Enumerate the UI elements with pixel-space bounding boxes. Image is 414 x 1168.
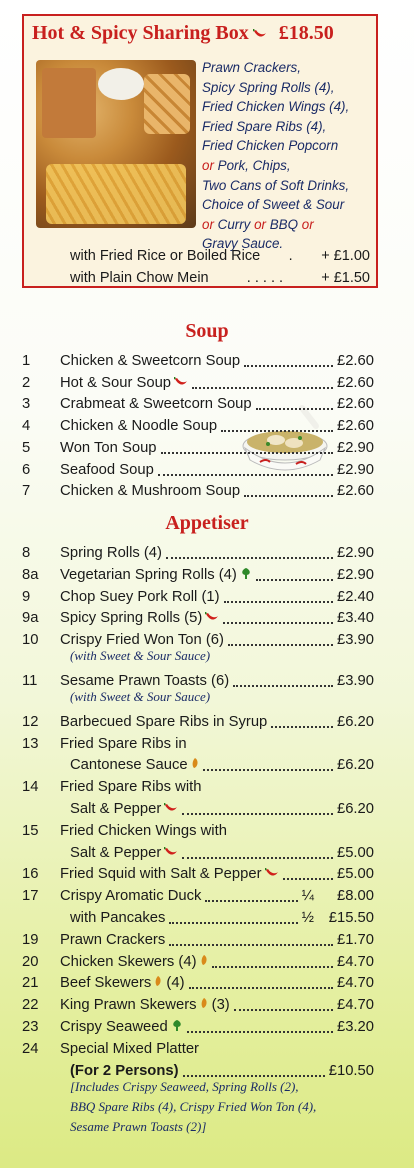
sharing-box-price: £18.50 (278, 22, 334, 44)
item-name: Chicken & Noodle Soup (60, 418, 218, 435)
description-line (202, 176, 380, 196)
menu-item-row (0, 885, 380, 907)
pepper-icon (200, 994, 208, 1016)
item-name: Fried Spare Ribs with (60, 779, 202, 796)
item-name: Crabmeat & Sweetcorn Soup (60, 396, 252, 413)
item-price: £4.70 (336, 975, 374, 992)
leader-dots (189, 987, 333, 989)
menu-item-row (0, 842, 380, 864)
item-number: 2 (22, 374, 31, 391)
chow-mein-extra-label: with Plain Chow Mein (70, 270, 209, 286)
item-price: £2.40 (336, 588, 374, 605)
item-price: £3.40 (336, 610, 374, 627)
item-name: Seafood Soup (60, 461, 154, 478)
item-name: Chop Suey Pork Roll (1) (60, 588, 220, 605)
description-text: Pork, Chips, (213, 157, 291, 173)
item-name: Special Mixed Platter (60, 1040, 199, 1057)
leader-dots (182, 813, 333, 815)
item-name: Barbecued Spare Ribs in Syrup (60, 713, 268, 730)
menu-item-row (0, 372, 380, 394)
item-name: Vegetarian Spring Rolls (4) (60, 564, 252, 586)
item-price: £2.90 (336, 566, 374, 583)
item-name-continued: (For 2 Persons) (70, 1062, 179, 1079)
leaf-icon (171, 1016, 183, 1038)
menu-item-row (0, 393, 380, 415)
item-name: Chicken & Sweetcorn Soup (60, 353, 241, 369)
item-price: £15.50 (328, 910, 374, 926)
item-number: 3 (22, 396, 31, 413)
item-price: £5.00 (336, 866, 374, 883)
item-name-suffix: (4) (162, 975, 185, 992)
item-name-suffix: (3) (207, 997, 230, 1014)
item-price: £3.90 (336, 632, 374, 649)
menu-item-row (0, 1038, 380, 1060)
description-text: Curry (213, 216, 255, 232)
item-name: Crispy Fried Won Ton (6) (60, 632, 224, 649)
leader-dots (244, 495, 333, 497)
menu-item-row (0, 754, 380, 776)
chili-icon (174, 372, 188, 394)
item-price: £4.70 (336, 953, 374, 970)
description-line (202, 215, 380, 235)
chow-mein-extra-dots: . . . . . (246, 270, 284, 286)
item-note: Sesame Prawn Toasts (2)] (70, 1119, 207, 1135)
menu-item-row (0, 863, 380, 885)
item-name-continued: Salt & Pepper (70, 798, 178, 820)
sharing-box-description (202, 58, 380, 254)
leader-dots (223, 622, 333, 624)
menu-item-row (0, 350, 380, 372)
description-text: BBQ (266, 216, 302, 232)
item-name: Prawn Crackers (60, 931, 166, 948)
item-name: Beef Skewers (4) (60, 972, 185, 994)
item-price: £5.00 (336, 844, 374, 861)
item-number: 4 (22, 418, 31, 435)
menu-item-row (0, 542, 380, 564)
menu-item-row (0, 586, 380, 608)
item-portion: ½ (301, 910, 314, 926)
sharing-box (22, 14, 378, 288)
leader-dots (192, 387, 333, 389)
item-number: 15 (22, 822, 39, 839)
chow-mein-extra-price: + £1.50 (321, 270, 370, 286)
leader-dots (228, 644, 333, 646)
menu-item-row (0, 994, 380, 1016)
description-line (202, 97, 380, 117)
item-price: £2.60 (336, 483, 374, 500)
leader-dots (182, 857, 333, 859)
menu-item-row (0, 776, 380, 798)
rice-extra-label: with Fried Rice or Boiled Rice (70, 248, 261, 264)
menu-item-row (0, 607, 380, 629)
item-number: 19 (22, 931, 39, 948)
item-number: 1 (22, 353, 31, 369)
item-name: Fried Chicken Wings with (60, 822, 227, 839)
description-or: or (301, 216, 314, 232)
leader-dots (183, 1075, 325, 1077)
item-number: 14 (22, 779, 39, 796)
sharing-box-food-photo (36, 60, 196, 228)
item-price: £3.20 (336, 1019, 374, 1035)
item-name-continued: Salt & Pepper (70, 842, 178, 864)
item-price: £4.70 (336, 997, 374, 1014)
description-line (202, 78, 380, 98)
item-note: (with Sweet & Sour Sauce) (70, 648, 211, 663)
menu-item-row (0, 733, 380, 755)
chili-icon (164, 798, 178, 820)
item-price: £6.20 (336, 757, 374, 774)
menu-item-row (0, 1016, 380, 1038)
pepper-icon (191, 754, 199, 776)
chili-icon (164, 842, 178, 864)
item-number: 5 (22, 439, 31, 456)
sharing-box-title (32, 22, 372, 45)
item-note: [Includes Crispy Seaweed, Spring Rolls (2), (70, 1079, 299, 1095)
item-number: 10 (22, 632, 39, 649)
leader-dots (205, 900, 298, 902)
description-text: Two Cans of Soft Drinks, (202, 177, 350, 193)
item-number: 13 (22, 735, 39, 752)
item-number: 6 (22, 461, 31, 478)
item-name: Chicken Skewers (4) (60, 951, 208, 973)
item-name: Sesame Prawn Toasts (6) (60, 673, 230, 689)
leader-dots (166, 557, 333, 559)
appetiser-heading: Appetiser (165, 512, 249, 534)
item-number: 23 (22, 1019, 39, 1035)
leader-dots (161, 452, 333, 454)
leader-dots (256, 408, 333, 410)
menu-item-row (0, 564, 380, 586)
item-price: £6.20 (336, 801, 374, 817)
menu-item-row (0, 415, 380, 437)
description-line (202, 58, 380, 78)
pepper-icon (200, 951, 208, 973)
leader-dots (271, 726, 333, 728)
menu-item-row (0, 929, 380, 951)
item-name: Crispy Aromatic Duck (60, 888, 202, 905)
menu-item-row (0, 711, 380, 733)
item-price: £2.60 (336, 374, 374, 391)
description-line (202, 117, 380, 137)
leader-dots (224, 601, 333, 603)
item-price: £6.20 (336, 713, 374, 730)
leader-dots (234, 1009, 333, 1011)
description-text: Fried Chicken Popcorn (202, 138, 339, 154)
item-number: 8 (22, 545, 31, 561)
item-name: Crispy Seaweed (60, 1016, 183, 1038)
item-number: 12 (22, 713, 39, 730)
description-line (202, 136, 380, 156)
item-name: Spring Rolls (4) (60, 545, 162, 561)
item-portion: ¼ (301, 888, 314, 905)
item-name: Chicken & Mushroom Soup (60, 483, 241, 500)
item-price: £2.90 (336, 439, 374, 456)
item-price: £1.70 (336, 931, 374, 948)
leaf-icon (240, 564, 252, 586)
menu-item-row (0, 480, 380, 502)
description-text: Fried Chicken Wings (4), (202, 99, 350, 115)
item-name-continued: Cantonese Sauce (70, 754, 199, 776)
leader-dots (158, 474, 333, 476)
item-number: 17 (22, 888, 39, 905)
item-price: £2.60 (336, 396, 374, 413)
item-number: 22 (22, 997, 39, 1014)
item-price: £2.60 (336, 418, 374, 435)
item-name-continued: with Pancakes (70, 910, 166, 926)
chow-mein-extra (70, 270, 370, 286)
item-price: £8.00 (336, 888, 374, 905)
menu-item-row (0, 1060, 380, 1082)
leader-dots (244, 365, 333, 367)
description-line (202, 195, 380, 215)
item-number: 24 (22, 1040, 39, 1057)
description-or: or (254, 216, 267, 232)
description-or: or (202, 157, 214, 173)
chili-icon (253, 29, 267, 39)
item-number: 7 (22, 483, 31, 500)
item-name: Hot & Sour Soup (60, 372, 188, 394)
chili-icon (265, 863, 279, 885)
item-price: £2.60 (336, 353, 374, 369)
leader-dots (169, 944, 333, 946)
description-or: or (202, 216, 214, 232)
item-price: £10.50 (328, 1062, 374, 1079)
item-number: 11 (22, 673, 38, 689)
item-price: £3.90 (336, 673, 374, 689)
description-text: Gravy Sauce. (202, 236, 284, 252)
item-number: 9 (22, 588, 31, 605)
item-name: King Prawn Skewers (3) (60, 994, 230, 1016)
description-text: Fried Spare Ribs (4), (202, 118, 327, 134)
chili-icon (205, 607, 219, 629)
leader-dots (233, 685, 333, 687)
description-text: Choice of Sweet & Sour (202, 197, 345, 213)
item-price: £2.90 (336, 545, 374, 561)
menu-item-row (0, 798, 380, 820)
item-number: 8a (22, 566, 39, 583)
rice-extra-dots: . (288, 248, 293, 264)
item-name: Spicy Spring Rolls (5) (60, 607, 219, 629)
rice-extra-price: + £1.00 (321, 248, 370, 264)
item-note: (with Sweet & Sour Sauce) (70, 688, 211, 704)
leader-dots (169, 922, 298, 924)
leader-dots (212, 966, 333, 968)
item-name: Fried Squid with Salt & Pepper (60, 863, 279, 885)
description-line (202, 156, 380, 176)
rice-extra (70, 248, 370, 264)
item-name: Won Ton Soup (60, 439, 157, 456)
menu-item-row (0, 907, 380, 929)
item-number: 16 (22, 866, 39, 883)
leader-dots (256, 579, 333, 581)
item-number: 9a (22, 610, 39, 627)
leader-dots (283, 878, 333, 880)
menu-item-row (0, 951, 380, 973)
menu-item-row (0, 820, 380, 842)
item-number: 21 (22, 975, 39, 992)
description-text: Spicy Spring Rolls (4), (202, 79, 335, 95)
menu-item-row (0, 972, 380, 994)
leader-dots (187, 1031, 333, 1033)
soup-heading: Soup (185, 320, 229, 342)
item-number: 20 (22, 953, 39, 970)
menu-item-row (0, 459, 380, 481)
sharing-box-name: Hot & Spicy Sharing Box (32, 22, 249, 44)
item-note: BBQ Spare Ribs (4), Crispy Fried Won Ton (4), (70, 1099, 317, 1115)
leader-dots (203, 769, 333, 771)
item-name: Fried Spare Ribs in (60, 735, 187, 752)
menu-item-row (0, 437, 380, 459)
item-price: £2.90 (336, 461, 374, 478)
description-text: Prawn Crackers, (202, 60, 301, 75)
leader-dots (221, 430, 333, 432)
